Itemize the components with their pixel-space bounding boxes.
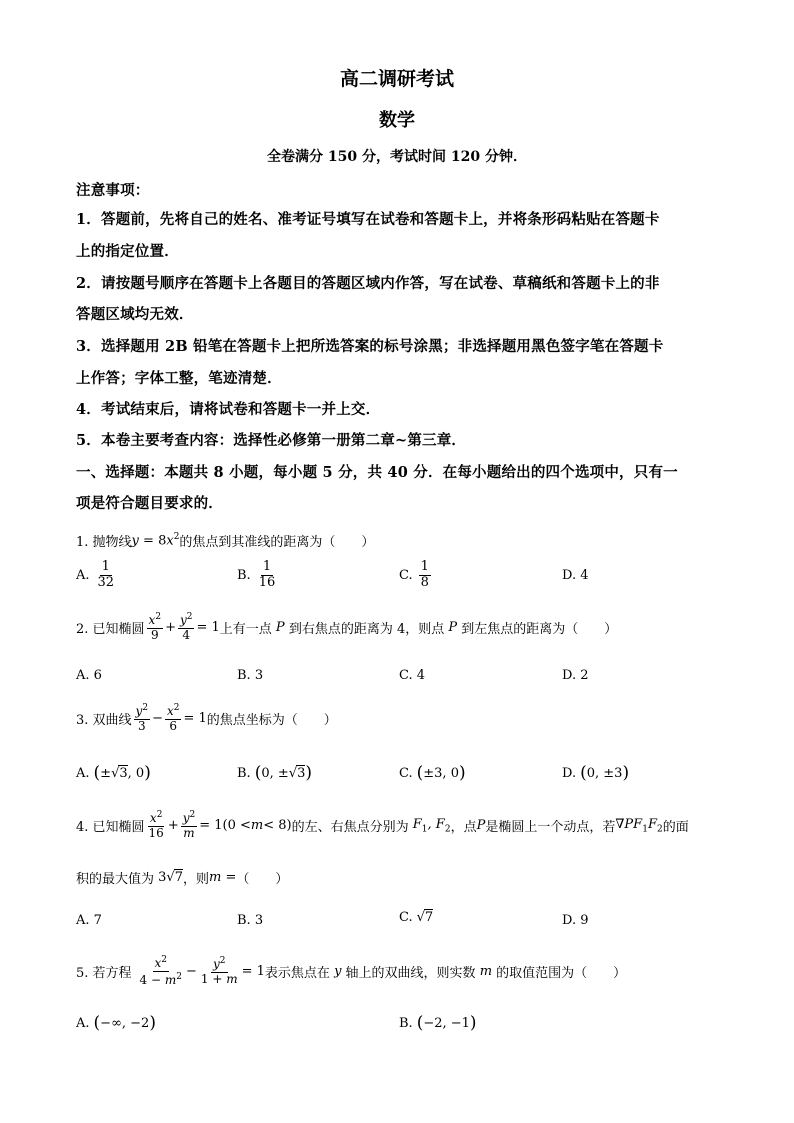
q1-a-frac: $\frac{1}{32}$ — [97, 559, 115, 590]
q3-frac-x: $\frac{x^2}{6}$ — [166, 703, 180, 733]
note-line-4: 答题区域均无效． — [76, 306, 194, 323]
question-4: 4. 已知椭圆 $\frac{x^2}{16}$ + $\frac{y^2}{m}$ = 1(0 < m < 8) 的左、右焦点分别为 $F_1$, $F_2$ ，点 P 是椭圆上一个动点，若 $\nabla PF_1F_2$ 的面 — [76, 810, 689, 840]
q3-option-d[interactable]: D. ( 0, ±3 ) — [562, 763, 630, 783]
q2-frac-y: $\frac{y^2}{4}$ — [179, 612, 193, 642]
question-5: 5. 若方程 $\frac{x^2}{4 - m^2}$ − $\frac{y^2}{1 + m}$ = 1 表示焦点在 y 轴上的双曲线，则实数 m 的取值范围为（ ） — [76, 955, 627, 987]
q1-option-c[interactable]: C. $\frac{1}{8}$ — [399, 559, 429, 590]
question-1 — [76, 531, 374, 550]
q5-frac-x: $\frac{x^2}{4 - m^2}$ — [139, 955, 182, 987]
section-line-1: 一、选择题：本题共 8 小题，每小题 5 分，共 40 分．在每小题给出的四个选项中，只有一 — [76, 464, 678, 481]
q3-frac-y: $\frac{y^2}{3}$ — [135, 703, 149, 733]
q1-formula: $y = 8x^2$ — [131, 532, 180, 549]
exam-info: 全卷满分 150 分，考试时间 120 分钟． — [267, 149, 527, 165]
q4-option-d[interactable]: D. 9 — [562, 913, 589, 928]
q2-option-c[interactable]: C. 4 — [399, 668, 426, 683]
q1-option-d[interactable]: D. 4 — [562, 568, 589, 583]
q2-option-d[interactable]: D. 2 — [562, 668, 589, 683]
note-line-5: 3．选择题用 2B 铅笔在答题卡上把所选答案的标号涂黑；非选择题用黑色签字笔在答题卡 — [76, 338, 664, 355]
question-3: 3. 双曲线 $\frac{y^2}{3}$ − $\frac{x^2}{6}$ = 1 的焦点坐标为（ ） — [76, 703, 337, 733]
q5-option-a[interactable]: A. ( −∞, −2 ) — [76, 1013, 156, 1033]
note-line-3: 2．请按题号顺序在答题卡上各题目的答题区域内作答，写在试卷、草稿纸和答题卡上的非 — [76, 275, 660, 292]
exam-subject: 数学 — [379, 110, 415, 131]
note-line-7: 4．考试结束后，请将试卷和答题卡一并上交． — [76, 401, 381, 418]
q1-option-b[interactable]: B. $\frac{1}{16}$ — [237, 559, 276, 590]
q5-option-b[interactable]: B. ( −2, −1 ) — [399, 1013, 477, 1033]
q2-frac-x: $\frac{x^2}{9}$ — [148, 612, 162, 642]
q1-prefix: 1. 抛物线 — [76, 535, 132, 550]
q1-b-frac: $\frac{1}{16}$ — [258, 559, 276, 590]
exam-title: 高二调研考试 — [339, 68, 454, 90]
note-line-8: 5．本卷主要考查内容：选择性必修第一册第二章~第三章． — [76, 432, 467, 449]
note-line-6: 上作答；字体工整，笔迹清楚． — [76, 370, 282, 387]
q4-option-a[interactable]: A. 7 — [76, 913, 102, 928]
q3-option-b[interactable]: B. ( 0, ± √ 3 ) — [237, 763, 312, 783]
note-line-2: 上的指定位置． — [76, 243, 179, 260]
q3-option-c[interactable]: C. ( ±3, 0 ) — [399, 763, 466, 783]
q4-frac-x: $\frac{x^2}{16}$ — [148, 810, 164, 840]
q5-frac-y: $\frac{y^2}{1 + m}$ — [200, 956, 238, 986]
question-2: 2. 已知椭圆 $\frac{x^2}{9}$ + $\frac{y^2}{4}$ = 1 上有一点 P 到右焦点的距离为 4，则点 P 到左焦点的距离为（ ） — [76, 612, 618, 642]
q4-option-b[interactable]: B. 3 — [237, 913, 264, 928]
note-line-1: 1．答题前，先将自己的姓名、准考证号填写在试卷和答题卡上，并将条形码粘贴在答题卡 — [76, 211, 660, 228]
q4-frac-y: $\frac{y^2}{m}$ — [182, 810, 196, 840]
q4-option-c[interactable]: C. √7 — [399, 910, 434, 925]
q3-option-a[interactable]: A. ( ± √ 3 , 0 ) — [76, 763, 151, 783]
q2-option-b[interactable]: B. 3 — [237, 668, 264, 683]
notes-heading: 注意事项： — [76, 182, 150, 199]
q1-suffix: 的焦点到其准线的距离为（ ） — [179, 535, 375, 550]
q2-option-a[interactable]: A. 6 — [76, 668, 102, 683]
question-4-line-2: 积的最大值为 3√7 ，则 m = （ ） — [76, 870, 289, 887]
section-line-2: 项是符合题目要求的． — [76, 495, 223, 512]
q1-c-frac: $\frac{1}{8}$ — [420, 559, 429, 590]
q1-option-a[interactable]: A. $\frac{1}{32}$ — [76, 559, 115, 590]
